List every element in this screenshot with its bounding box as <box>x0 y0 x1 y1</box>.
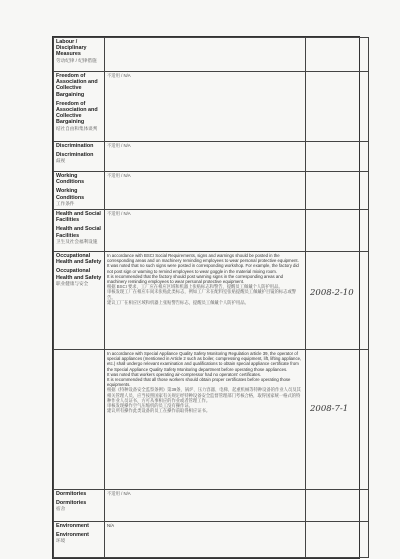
finding-cell <box>105 252 306 350</box>
table-row <box>54 72 369 142</box>
category-label: Environment <box>56 532 89 539</box>
finding-paragraph: 根据 BSCI 要求，工厂应在相应区域和机器上张贴标志和警告，提醒员工佩戴个人防护用品。 <box>107 284 283 290</box>
finding-cell <box>105 142 306 172</box>
note-cell <box>306 490 369 522</box>
category-label: Environment <box>56 523 89 529</box>
category-label: Dormitories <box>56 500 87 507</box>
finding-cell <box>105 350 306 490</box>
handwritten-date: 2008-7-1 <box>310 404 349 414</box>
category-label: Health and Social Facilities <box>56 211 101 224</box>
finding-paragraph: 不适用 / N/A <box>107 173 131 178</box>
finding-paragraph: 建议所有操作此类设备的员工在操作前取得相应证书。 <box>107 408 211 414</box>
finding-paragraph: 不适用 / N/A <box>107 73 131 78</box>
finding-paragraph: It is recommended that all those workers should obtain proper certificates before operating those equipments. <box>107 377 291 388</box>
finding-paragraph: 不适用 / N/A <box>107 491 131 496</box>
category-label: Freedom of Association and Collective Bargaining <box>56 73 98 98</box>
finding-cell <box>105 210 306 252</box>
finding-paragraph: 不适用 / N/A <box>107 143 131 148</box>
category-label-cn: 工作条件 <box>56 200 75 206</box>
table-row <box>54 172 369 210</box>
finding-paragraph: 根据《特种设备安全监察条例》第39条，锅炉、压力容器、电梯、起重机械等特种设备的作业人员及其相关管理人员，应当按照国家有关规定经特种设备安全监督管理部门考核合格，取得国家统一格式的特种作业人员证书，方可从事相应的作业或者管理工作。 <box>107 387 301 403</box>
category-label-cn: 结社自由和集体谈判 <box>56 125 98 131</box>
table-row <box>54 210 369 252</box>
table-row <box>54 252 369 350</box>
category-label-cn: 卫生及社会福利设施 <box>56 238 98 244</box>
finding-cell <box>105 38 306 72</box>
note-cell <box>306 38 369 72</box>
finding-paragraph: It was noted that no such signs were posted in corresponding workshop. For example, the factory did not post sign or warning to remind employees to wear goggle in the material mixing room. <box>107 263 299 274</box>
note-cell <box>306 522 369 558</box>
category-label: Occupational Health and Safety <box>56 268 102 281</box>
category-label: Discrimination <box>56 143 94 149</box>
note-cell <box>306 210 369 252</box>
category-label: Occupational Health and Safety <box>56 253 102 266</box>
finding-paragraph: In accordance with BSCI Social Requirements, signs and warnings should be posted in the corresponding areas and on machinery reminding employees to wear personal protective equipment. <box>107 253 299 264</box>
finding-cell <box>105 490 306 522</box>
audit-findings-table <box>53 37 369 558</box>
category-label: Health and Social Facilities <box>56 226 101 239</box>
category-cell <box>54 210 105 252</box>
category-cell <box>54 142 105 172</box>
note-cell <box>306 350 369 490</box>
category-label: Discrimination <box>56 152 94 159</box>
category-cell <box>54 38 105 72</box>
category-label-cn: 环境 <box>56 538 66 544</box>
category-cell <box>54 350 105 490</box>
table-row <box>54 38 369 72</box>
category-label: Dormitories <box>56 491 87 497</box>
category-label: Working Conditions <box>56 173 85 186</box>
audit-report-page <box>52 36 360 559</box>
finding-cell <box>105 522 306 558</box>
table-row <box>54 350 369 490</box>
category-cell <box>54 252 105 350</box>
note-cell <box>306 252 369 350</box>
category-label: Working Conditions <box>56 188 85 201</box>
finding-paragraph: 审核发现工厂在相应车间未张贴此类标志，例如工厂未在配料室张贴提醒员工佩戴护目镜的标志或警告。 <box>107 289 297 300</box>
finding-paragraph: In accordance with Special Appliance Quality Safety Monitoring Regulation article 39, the operator of special appliances (mentioned in Article 2 such as boiler, compressing equipment, lift, lifting appliance, etc.) shall undergo relevant examination and qualifications to obtain special appliance certificate from the Special Appliance Quality Safety Monitoring department before operating those appliances. <box>107 351 302 372</box>
finding-paragraph: 建议工厂在相应区域和机器上张贴警告标志，提醒员工佩戴个人防护用品。 <box>107 299 249 305</box>
finding-paragraph: N/A <box>107 523 115 528</box>
category-label: Labour / Disciplinary Measures <box>56 39 87 58</box>
note-cell <box>306 172 369 210</box>
category-label-cn: 劳动纪律 / 纪律措施 <box>56 57 97 63</box>
category-cell <box>54 522 105 558</box>
table-row <box>54 522 369 558</box>
category-label: Freedom of Association and Collective Bargaining <box>56 100 98 126</box>
finding-cell <box>105 72 306 142</box>
finding-cell <box>105 172 306 210</box>
category-cell <box>54 72 105 142</box>
category-label-cn: 宿舍 <box>56 506 66 512</box>
category-label-cn: 歧视 <box>56 158 66 164</box>
finding-paragraph: 审核发现操作空气压缩机的员工没有操作证。 <box>107 403 193 409</box>
category-cell <box>54 490 105 522</box>
handwritten-date: 2008-2-10 <box>310 288 354 298</box>
note-cell <box>306 72 369 142</box>
category-label-cn: 职业健康与安全 <box>56 280 89 286</box>
note-cell <box>306 142 369 172</box>
category-cell <box>54 172 105 210</box>
finding-paragraph: It was noted that workers operating air-compressor had no operators' certificates. <box>107 371 262 377</box>
finding-paragraph: It is recommended that the factory should post warning signs in the corresponding areas and machinery reminding employees to wear personal protective equipment. <box>107 273 284 285</box>
finding-paragraph: 不适用 / N/A <box>107 211 131 216</box>
table-row <box>54 142 369 172</box>
table-row <box>54 490 369 522</box>
